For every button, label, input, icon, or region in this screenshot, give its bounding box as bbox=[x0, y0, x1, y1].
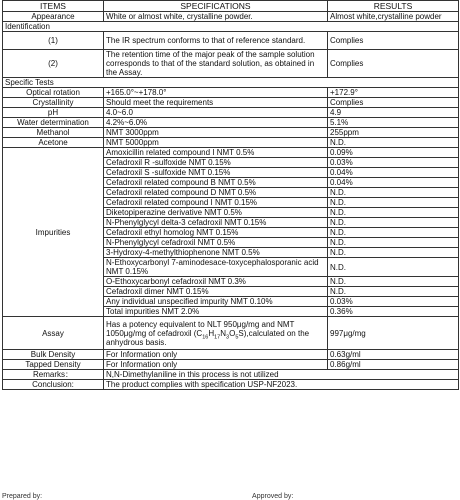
impurity-result: N.D. bbox=[328, 248, 459, 258]
assay-spec-text: Has a potency equivalent to NLT 950μg/mg and NMT 1050μg/mg of cefadroxil (C bbox=[106, 319, 295, 338]
impurity-result: 0.36% bbox=[328, 307, 459, 317]
test-spec: NMT 3000ppm bbox=[104, 128, 328, 138]
bulk-density-spec: For Information only bbox=[104, 350, 328, 360]
impurity-result: N.D. bbox=[328, 208, 459, 218]
impurity-spec: O-Ethoxycarbonyl cefadroxil NMT 0.3% bbox=[104, 277, 328, 287]
assay-spec-text: S),calculated on the anhydrous basis. bbox=[106, 328, 310, 347]
table-row bbox=[3, 12, 459, 22]
table-row bbox=[3, 370, 459, 380]
impurity-result: N.D. bbox=[328, 218, 459, 228]
test-result: 4.9 bbox=[328, 108, 459, 118]
table-row bbox=[3, 360, 459, 370]
specifications-header: SPECIFICATIONS bbox=[104, 1, 328, 12]
test-result: Complies bbox=[328, 98, 459, 108]
table-row bbox=[3, 128, 459, 138]
identification-spec: The retention time of the major peak of the sample solution corresponds to that of the standard solution, as obtained in the Assay. bbox=[104, 50, 328, 78]
coa-table bbox=[2, 0, 459, 390]
impurity-result: 0.09% bbox=[328, 148, 459, 158]
test-spec: Should meet the requirements bbox=[104, 98, 328, 108]
test-item: Crystallinity bbox=[3, 98, 104, 108]
impurity-result: N.D. bbox=[328, 198, 459, 208]
approved-by-label: Approved by: bbox=[252, 493, 294, 500]
impurity-spec: Cefadroxil dimer NMT 0.15% bbox=[104, 287, 328, 297]
impurity-spec: Diketopiperazine derivative NMT 0.5% bbox=[104, 208, 328, 218]
identification-title: Identification bbox=[3, 22, 459, 32]
assay-spec bbox=[104, 317, 328, 350]
table-row bbox=[3, 32, 459, 50]
impurity-spec: Cefadroxil related compound I NMT 0.15% bbox=[104, 198, 328, 208]
test-spec: 4.2%~6.0% bbox=[104, 118, 328, 128]
test-spec: NMT 5000ppm bbox=[104, 138, 328, 148]
impurity-result: N.D. bbox=[328, 188, 459, 198]
test-result: 255ppm bbox=[328, 128, 459, 138]
identification-result: Complies bbox=[328, 32, 459, 50]
impurity-spec: Any individual unspecified impurity NMT 0.10% bbox=[104, 297, 328, 307]
table-row bbox=[3, 118, 459, 128]
impurity-result: 0.03% bbox=[328, 297, 459, 307]
header-row bbox=[3, 1, 459, 12]
test-result: N.D. bbox=[328, 138, 459, 148]
impurity-spec: N-Phenylglycyl delta-3 cefadroxil NMT 0.15% bbox=[104, 218, 328, 228]
tapped-density-spec: For Information only bbox=[104, 360, 328, 370]
remarks-spec: N,N-Dimethylaniline in this process is not utilized bbox=[104, 370, 459, 380]
impurity-spec: Cefadroxil R -sulfoxide NMT 0.15% bbox=[104, 158, 328, 168]
table-row bbox=[3, 380, 459, 390]
items-header: ITEMS bbox=[3, 1, 104, 12]
bulk-density-item: Bulk Density bbox=[3, 350, 104, 360]
table-row bbox=[3, 50, 459, 78]
impurity-spec: Total impurities NMT 2.0% bbox=[104, 307, 328, 317]
test-item: Water determination bbox=[3, 118, 104, 128]
test-item: pH bbox=[3, 108, 104, 118]
remarks-item: Remarks： bbox=[3, 370, 104, 380]
impurity-result: N.D. bbox=[328, 228, 459, 238]
test-item: Methanol bbox=[3, 128, 104, 138]
identification-item: (2) bbox=[3, 50, 104, 78]
section-row bbox=[3, 78, 459, 88]
tapped-density-item: Tapped Density bbox=[3, 360, 104, 370]
impurity-spec: N-Phenylglycyl cefadroxil NMT 0.5% bbox=[104, 238, 328, 248]
conclusion-item: Conclusion: bbox=[3, 380, 104, 390]
identification-item: (1) bbox=[3, 32, 104, 50]
appearance-item: Appearance bbox=[3, 12, 104, 22]
impurity-spec: 3-Hydroxy-4-methylthiophenone NMT 0.5% bbox=[104, 248, 328, 258]
signature-footer bbox=[2, 493, 301, 500]
test-result: 5.1% bbox=[328, 118, 459, 128]
table-row bbox=[3, 108, 459, 118]
identification-spec: The IR spectrum conforms to that of reference standard. bbox=[104, 32, 328, 50]
table-row bbox=[3, 98, 459, 108]
assay-item: Assay bbox=[3, 317, 104, 350]
test-item: Optical rotation bbox=[3, 88, 104, 98]
impurity-result: N.D. bbox=[328, 238, 459, 248]
impurity-spec: Cefadroxil ethyl homolog NMT 0.15% bbox=[104, 228, 328, 238]
table-row bbox=[3, 138, 459, 148]
impurity-spec: Cefadroxil related compound B NMT 0.5% bbox=[104, 178, 328, 188]
table-row bbox=[3, 88, 459, 98]
impurity-result: N.D. bbox=[328, 287, 459, 297]
test-result: +172.9° bbox=[328, 88, 459, 98]
impurity-spec: Cefadroxil related compound D NMT 0.5% bbox=[104, 188, 328, 198]
assay-spec-text: O bbox=[229, 328, 236, 338]
test-spec: 4.0~6.0 bbox=[104, 108, 328, 118]
results-header: RESULTS bbox=[328, 1, 459, 12]
conclusion-spec: The product complies with specification USP-NF2023. bbox=[104, 380, 459, 390]
assay-spec-text: N bbox=[220, 328, 227, 338]
tapped-density-result: 0.86g/ml bbox=[328, 360, 459, 370]
assay-result: 997μg/mg bbox=[328, 317, 459, 350]
subscript: 17 bbox=[214, 334, 221, 341]
bulk-density-result: 0.63g/ml bbox=[328, 350, 459, 360]
subscript: 16 bbox=[202, 334, 209, 341]
identification-result: Complies bbox=[328, 50, 459, 78]
appearance-result: Almost white,crystalline powder bbox=[328, 12, 459, 22]
impurity-spec: Cefadroxil S -sulfoxide NMT 0.15% bbox=[104, 168, 328, 178]
assay-spec-text: H bbox=[208, 328, 215, 338]
table-row bbox=[3, 317, 459, 350]
section-row bbox=[3, 22, 459, 32]
impurity-spec: Amoxicillin related compound I NMT 0.5% bbox=[104, 148, 328, 158]
subscript: 5 bbox=[235, 334, 239, 341]
impurity-result: N.D. bbox=[328, 277, 459, 287]
impurity-result: 0.04% bbox=[328, 178, 459, 188]
table-row bbox=[3, 148, 459, 158]
prepared-by-label: Prepared by: bbox=[2, 493, 43, 500]
subscript: 3 bbox=[226, 334, 230, 341]
impurity-result: 0.04% bbox=[328, 168, 459, 178]
test-spec: +165.0°~+178.0° bbox=[104, 88, 328, 98]
specific-tests-title: Specific Tests bbox=[3, 78, 459, 88]
impurities-item: Impurities bbox=[3, 148, 104, 317]
impurity-result: 0.03% bbox=[328, 158, 459, 168]
table-row bbox=[3, 350, 459, 360]
impurity-result: N.D. bbox=[328, 258, 459, 277]
impurity-spec: N-Ethoxycarbonyl 7-aminodesace-toxycephalosporanic acid NMT 0.15% bbox=[104, 258, 328, 277]
appearance-spec: White or almost white, crystalline powder. bbox=[104, 12, 328, 22]
test-item: Acetone bbox=[3, 138, 104, 148]
